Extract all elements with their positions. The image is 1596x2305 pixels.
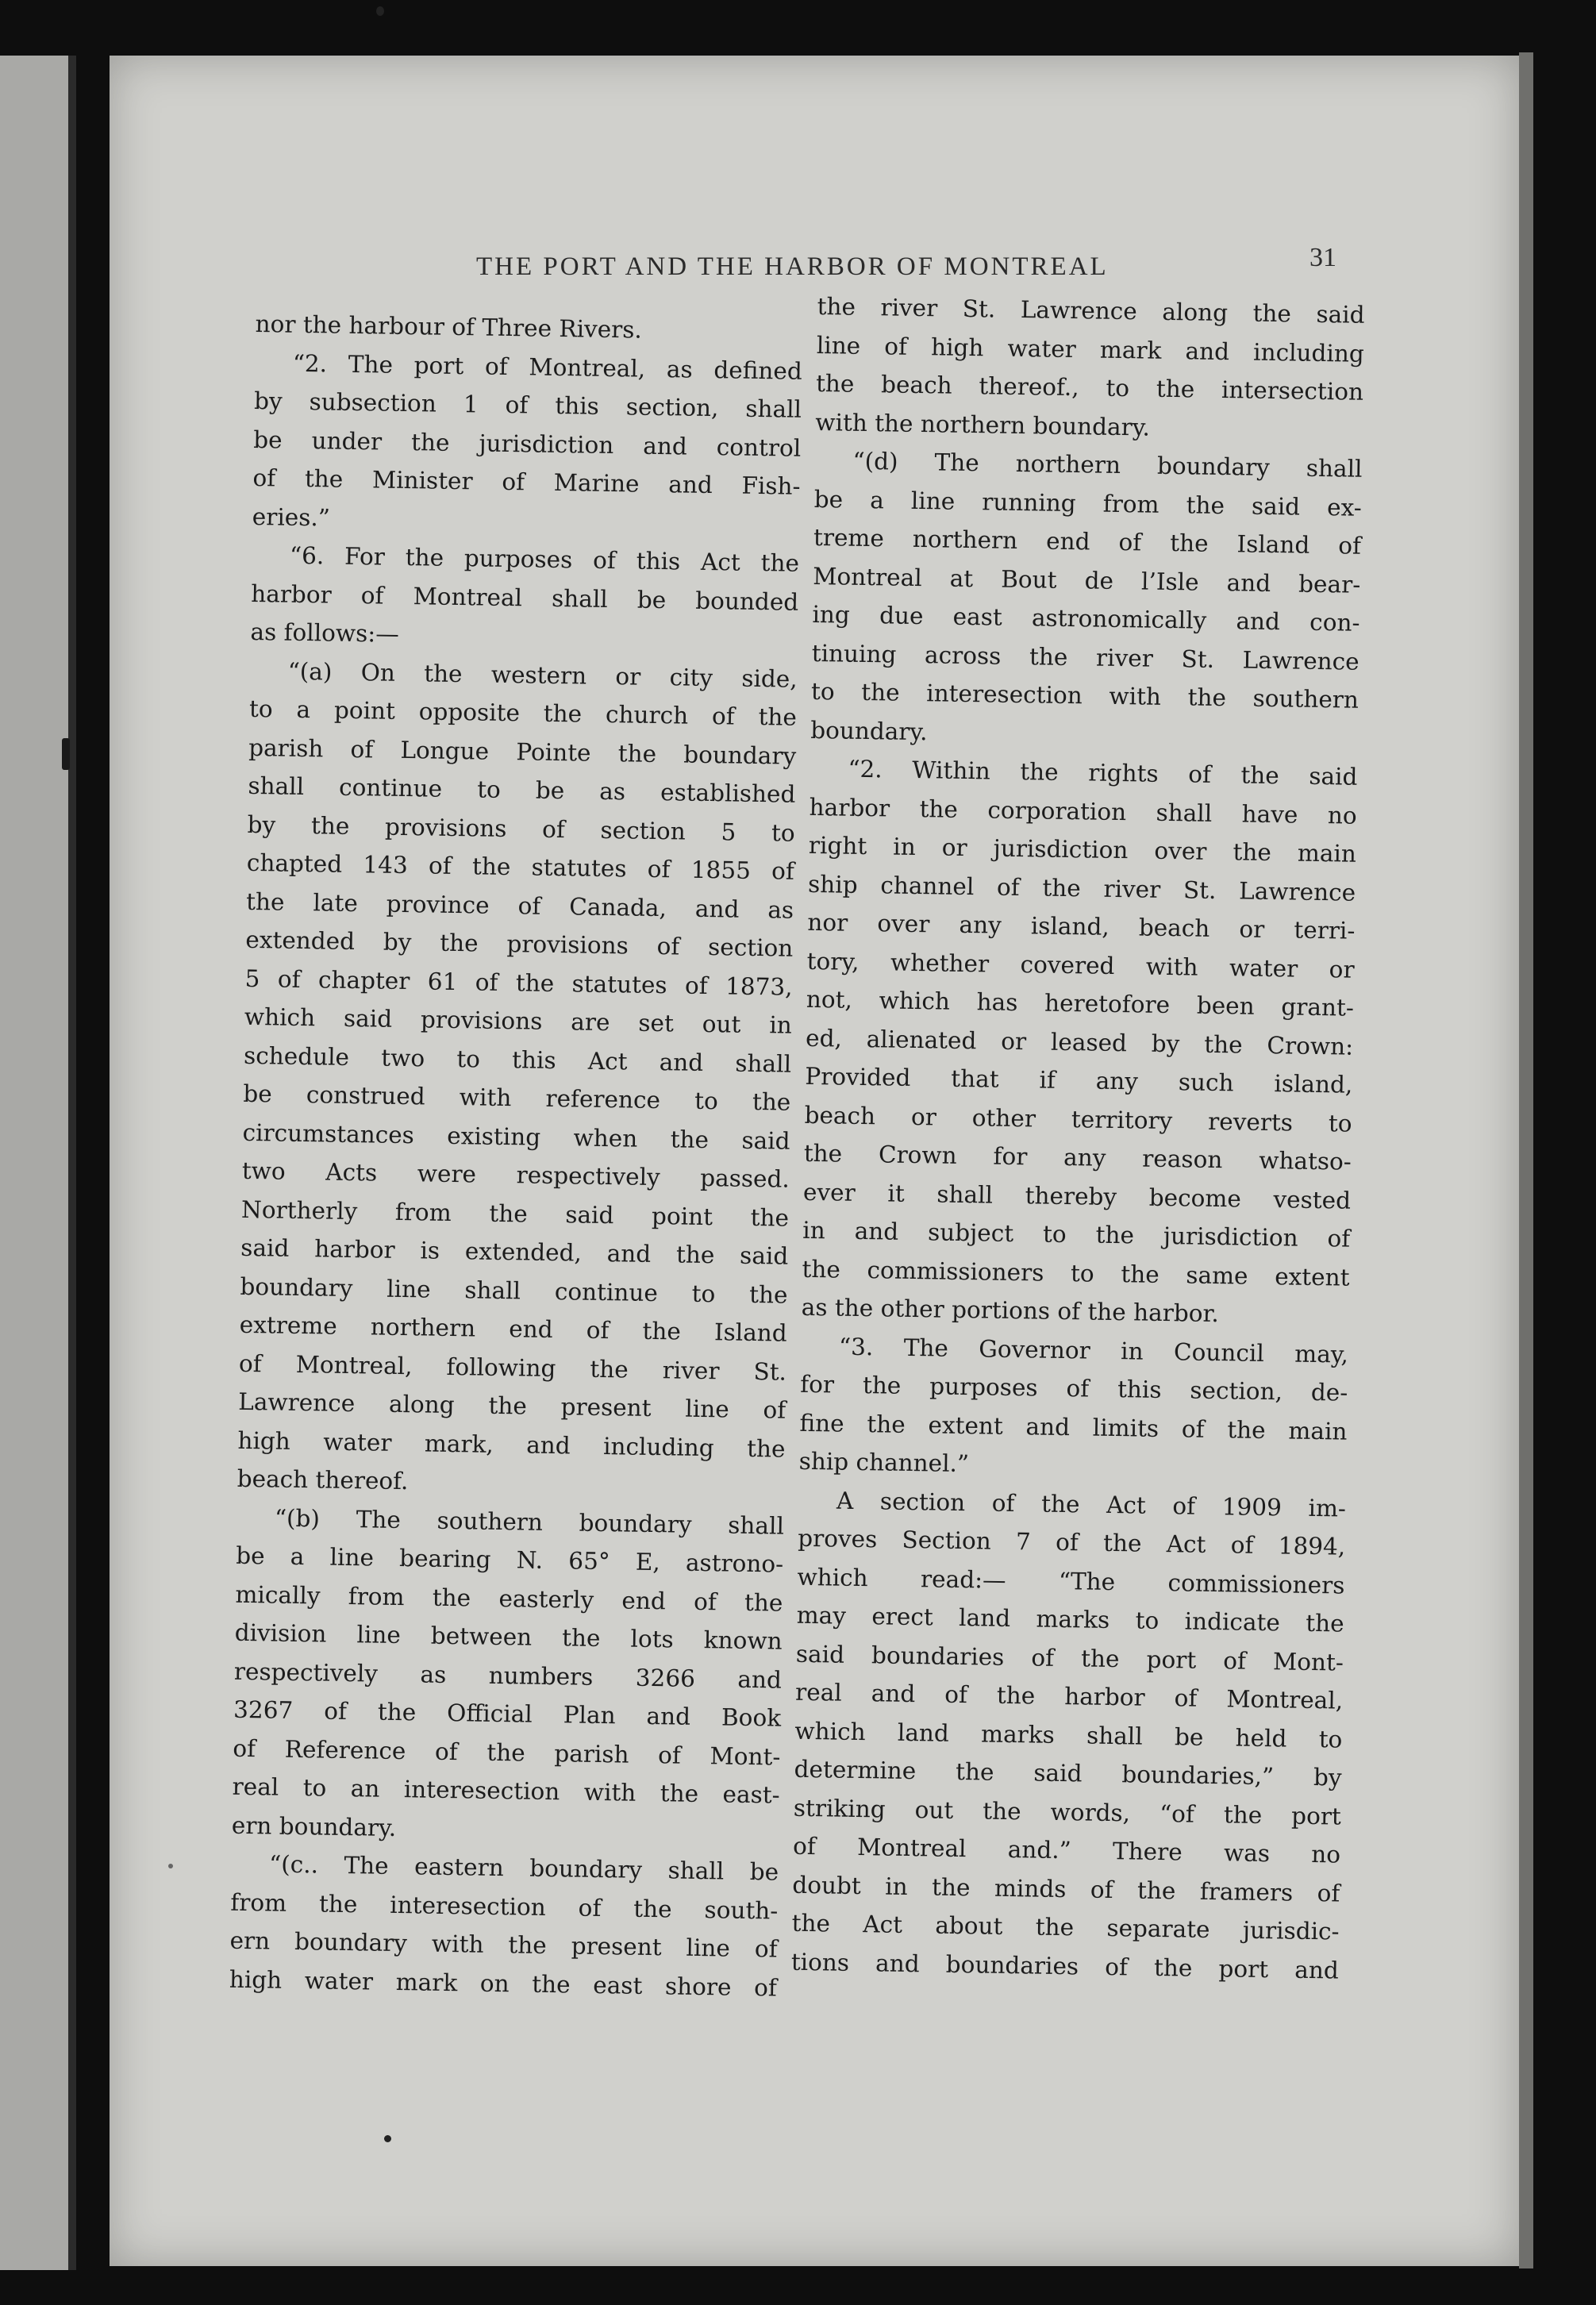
- text-line: the river St. Lawrence along the said: [817, 292, 1365, 329]
- text-line: extended by the provisions of section: [245, 925, 794, 962]
- text-line: A section of the Act of 1909 im-: [836, 1487, 1347, 1522]
- text-line: harbor of Montreal shall be bounded: [251, 579, 799, 616]
- text-line: chapted 143 of the statutes of 1855 of: [246, 849, 795, 885]
- text-line: mically from the easterly end of the: [235, 1580, 783, 1617]
- text-line: “(c.. The eastern boundary shall be: [268, 1850, 779, 1886]
- text-line: Lawrence along the present line of: [238, 1387, 786, 1424]
- text-line: real to an interesection with the east-: [232, 1772, 780, 1809]
- text-line: the beach thereof., to the intersection: [815, 369, 1364, 406]
- text-line: be a line running from the said ex-: [813, 485, 1362, 521]
- text-line: the commissioners to the same extent: [802, 1255, 1350, 1291]
- text-line: which said provisions are set out in: [244, 1002, 793, 1039]
- text-line: line of high water mark and including: [816, 331, 1365, 367]
- text-line: by subsection 1 of this section, shall: [253, 387, 802, 423]
- text-line: shall continue to be as established: [248, 772, 796, 808]
- text-line: eries.”: [252, 502, 331, 532]
- facing-page-edge: [0, 56, 76, 2270]
- text-line: fine the extent and limits of the main: [799, 1409, 1348, 1445]
- text-line: may erect land marks to indicate the: [796, 1601, 1344, 1637]
- text-line: of the Minister of Marine and Fish-: [252, 464, 801, 500]
- text-line: harbor the corporation shall have no: [809, 793, 1357, 829]
- page-right-edge: [1519, 52, 1533, 2268]
- text-line: “6. For the purposes of this Act the: [289, 541, 800, 577]
- text-line: ever it shall thereby become vested: [802, 1178, 1352, 1214]
- text-line: ing due east astronomically and con-: [812, 600, 1360, 637]
- text-line: tions and boundaries of the port and: [790, 1948, 1340, 1984]
- text-line: respectively as numbers 3266 and: [233, 1657, 783, 1694]
- text-line: “(a) On the western or city side,: [287, 657, 798, 693]
- text-line: the Crown for any reason whatso-: [803, 1139, 1352, 1176]
- text-line: “2. Within the rights of the said: [848, 755, 1358, 791]
- text-line: to a point opposite the church of the: [248, 695, 798, 731]
- text-line: treme northern end of the Island of: [813, 523, 1362, 560]
- right-text-column: [790, 287, 1364, 1990]
- text-line: striking out the words, “of the port: [793, 1794, 1342, 1830]
- text-line: ern boundary.: [231, 1811, 397, 1841]
- text-line: circumstances existing when the said: [242, 1118, 790, 1155]
- text-line: boundary.: [810, 716, 928, 745]
- text-line: nor over any island, beach or terri-: [807, 908, 1356, 945]
- text-line: as the other portions of the harbor.: [801, 1293, 1220, 1328]
- text-line: two Acts were respectively passed.: [241, 1156, 790, 1193]
- scan-speck: [384, 2135, 391, 2142]
- text-line: tinuing across the river St. Lawrence: [811, 639, 1359, 675]
- text-line: said harbor is extended, and the said: [240, 1233, 789, 1270]
- text-line: “2. The port of Montreal, as defined: [292, 349, 803, 385]
- text-line: be a line bearing N. 65° E, astrono-: [235, 1541, 784, 1578]
- facing-page-mark: [62, 738, 70, 770]
- running-header: THE PORT AND THE HARBOR OF MONTREAL: [476, 252, 1109, 281]
- text-line: the Act about the separate jurisdic-: [791, 1909, 1340, 1945]
- text-line: “(d) The northern boundary shall: [852, 447, 1363, 483]
- text-line: be construed with reference to the: [243, 1079, 791, 1116]
- text-line: right in or jurisdiction over the main: [808, 831, 1357, 868]
- text-line: parish of Longue Pointe the boundary: [248, 733, 797, 770]
- text-line: Montreal at Bout de l’Isle and bear-: [813, 562, 1361, 598]
- text-line: as follows:—: [250, 618, 400, 648]
- text-line: from the interesection of the south-: [230, 1888, 779, 1925]
- text-line: of Montreal and.” There was no: [792, 1832, 1341, 1868]
- text-line: Northerly from the said point the: [240, 1195, 790, 1232]
- text-line: 3267 of the Official Plan and Book: [233, 1695, 782, 1732]
- text-line: beach or other territory reverts to: [804, 1101, 1352, 1137]
- text-line: ship channel.”: [798, 1447, 970, 1478]
- left-text-column: [229, 305, 802, 2007]
- text-line: beach thereof.: [237, 1464, 409, 1495]
- text-line: which land marks shall be held to: [794, 1717, 1343, 1753]
- text-line: 5 of chapter 61 of the statutes of 1873,: [244, 964, 793, 1001]
- text-line: tory, whether covered with water or: [806, 947, 1355, 983]
- text-line: by the provisions of section 5 to: [247, 810, 795, 847]
- text-line: doubt in the minds of the framers of: [792, 1871, 1340, 1907]
- scan-speck: [376, 6, 384, 16]
- text-line: high water mark on the east shore of: [229, 1965, 778, 2002]
- text-line: ed, alienated or leased by the Crown:: [805, 1024, 1354, 1060]
- text-line: nor the harbour of Three Rivers.: [255, 310, 643, 344]
- text-line: to the interesection with the southern: [810, 677, 1359, 714]
- text-line: division line between the lots known: [234, 1618, 783, 1655]
- scan-speck: [168, 1864, 173, 1868]
- text-line: extreme northern end of the Island: [239, 1310, 787, 1347]
- text-line: high water mark, and including the: [237, 1426, 786, 1463]
- text-line: of Montreal, following the river St.: [238, 1349, 787, 1386]
- text-line: boundary line shall continue to the: [240, 1272, 788, 1309]
- text-line: ern boundary with the present line of: [229, 1926, 778, 1963]
- text-line: ship channel of the river St. Lawrence: [807, 870, 1356, 906]
- text-line: schedule two to this Act and shall: [243, 1041, 792, 1078]
- text-line: for the purposes of this section, de-: [800, 1370, 1348, 1406]
- text-line: said boundaries of the port of Mont-: [795, 1640, 1344, 1676]
- text-line: of Reference of the parish of Mont-: [233, 1734, 781, 1771]
- text-line: not, which has heretofore been grant-: [806, 985, 1355, 1022]
- text-line: in and subject to the jurisdiction of: [802, 1216, 1351, 1253]
- text-line: the late province of Canada, and as: [245, 887, 794, 924]
- text-line: proves Section 7 of the Act of 1894,: [797, 1524, 1346, 1560]
- text-line: determine the said boundaries,” by: [794, 1755, 1342, 1791]
- text-line: which read:— “The commissioners: [797, 1563, 1345, 1599]
- text-line: real and of the harbor of Montreal,: [794, 1678, 1344, 1714]
- page-number: 31: [1309, 243, 1336, 272]
- text-line: “3. The Governor in Council may,: [838, 1333, 1349, 1368]
- text-line: Provided that if any such island,: [805, 1062, 1353, 1099]
- text-line: be under the jurisdiction and control: [253, 425, 802, 462]
- text-line: with the northern boundary.: [815, 408, 1151, 441]
- text-line: “(b) The southern boundary shall: [274, 1504, 785, 1540]
